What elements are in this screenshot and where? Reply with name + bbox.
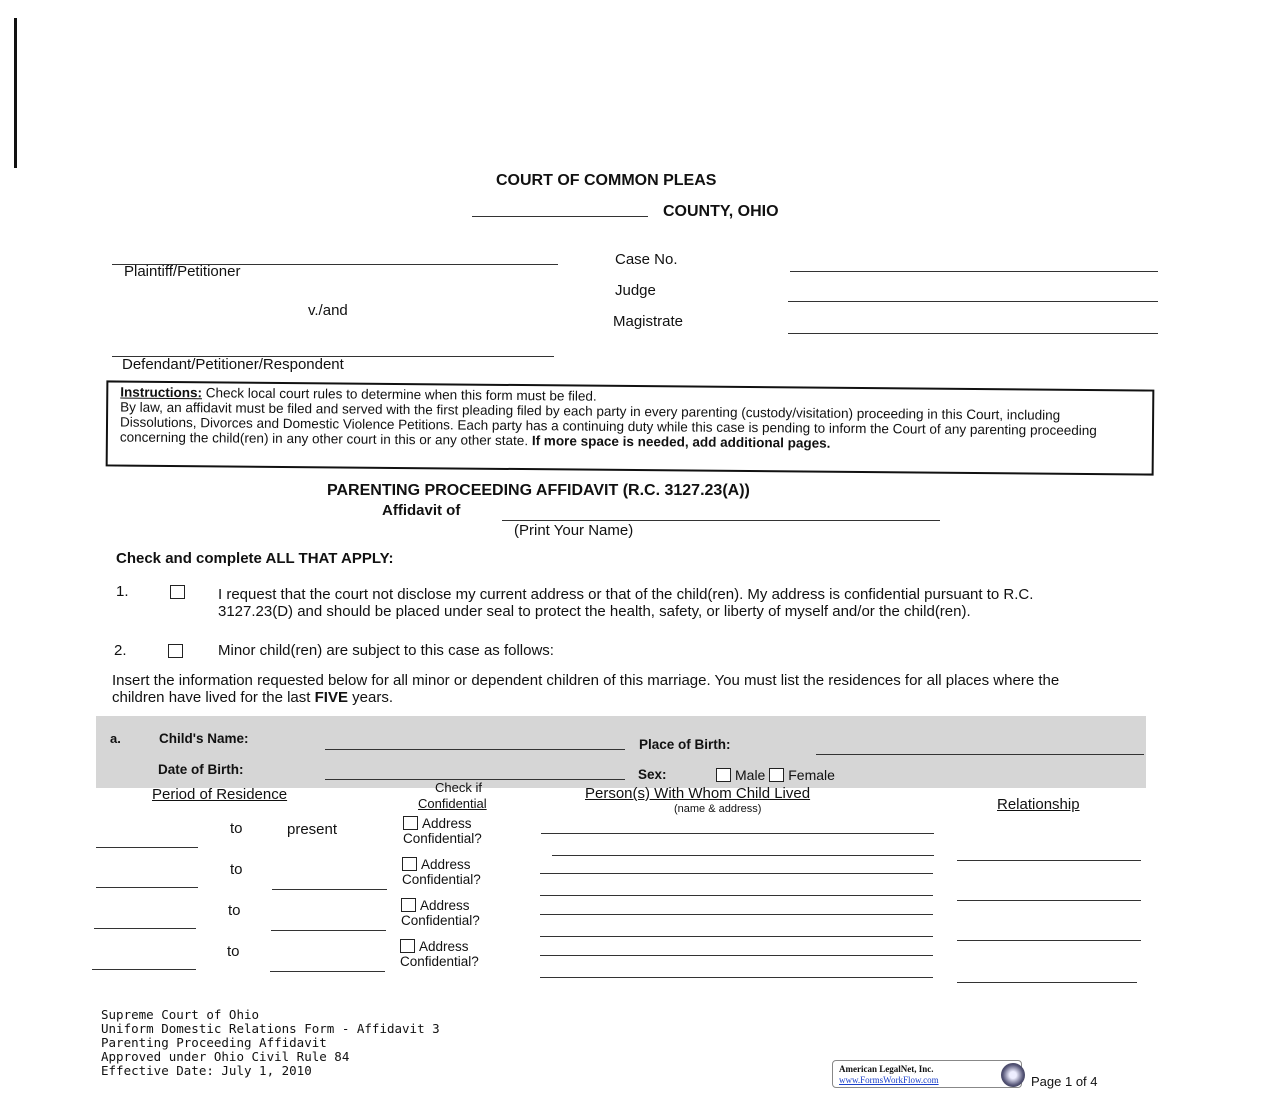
page-number: Page 1 of 4 (1031, 1074, 1098, 1089)
to-label: to (228, 902, 241, 919)
instructions-label: Instructions: (120, 384, 203, 401)
persons-header: Person(s) With Whom Child Lived (585, 785, 811, 802)
child-letter: a. (110, 731, 121, 746)
check-if-header: Check if (435, 780, 482, 795)
child-info-section (96, 716, 1146, 788)
item-1-number: 1. (116, 583, 129, 600)
period-header: Period of Residence (152, 786, 288, 803)
instructions-body: By law, an affidavit must be filed and served with the first pleading filed by each party in every parenting (custody/visitation) proceeding in this Court, including Dissolutions, Divorces and Domestic Violence Petitions. Each party has a continuing duty while this case is pending to inform the Court of any parenting proceeding concerning the child(ren) in any other court in this or any other state. (119, 399, 1097, 449)
judge-label: Judge (615, 282, 656, 299)
insert-instructions: Insert the information requested below for all minor or dependent children of this marriage. You must list the residences for all places where the children have lived for the last FIVE years. (112, 672, 1060, 706)
to-label: to (227, 943, 240, 960)
item-1-checkbox[interactable] (170, 585, 185, 599)
item-2-text: Minor child(ren) are subject to this case as follows: (218, 642, 554, 659)
footer-line: Effective Date: July 1, 2010 (101, 1063, 312, 1078)
to-label: to (230, 820, 243, 837)
person-field[interactable] (552, 855, 934, 856)
to-date-field[interactable] (271, 930, 386, 931)
to-label: to (230, 861, 243, 878)
dob-label: Date of Birth: (158, 762, 244, 777)
globe-icon (1001, 1063, 1025, 1087)
case-no-label: Case No. (615, 251, 678, 268)
confidential-checkbox[interactable] (401, 898, 416, 912)
instructions-line1: Check local court rules to determine when this form must be filed. (201, 385, 597, 404)
from-date-field[interactable] (94, 928, 196, 929)
person-field[interactable] (540, 955, 933, 956)
logo-link[interactable]: www.FormsWorkFlow.com (839, 1075, 939, 1085)
relationship-field[interactable] (957, 982, 1137, 983)
instructions-box (106, 380, 1155, 475)
footer-line: Approved under Ohio Civil Rule 84 (101, 1049, 350, 1064)
footer-line: Parenting Proceeding Affidavit (101, 1035, 327, 1050)
name-field[interactable] (502, 520, 940, 521)
sex-options (716, 767, 835, 783)
relationship-field[interactable] (957, 940, 1141, 941)
present-label: present (287, 821, 338, 838)
defendant-label: Defendant/Petitioner/Respondent (122, 356, 344, 373)
magistrate-field[interactable] (788, 333, 1158, 334)
relationship-field[interactable] (957, 900, 1141, 901)
plaintiff-label: Plaintiff/Petitioner (124, 263, 241, 280)
name-address-subheader: (name & address) (674, 803, 762, 815)
child-name-label: Child's Name: (159, 731, 249, 746)
court-title: COURT OF COMMON PLEAS (496, 172, 717, 189)
vand-label: v./and (308, 302, 348, 319)
female-label: Female (788, 767, 835, 783)
judge-field[interactable] (788, 301, 1158, 302)
place-of-birth-field[interactable] (816, 754, 1144, 755)
from-date-field[interactable] (96, 847, 198, 848)
magistrate-label: Magistrate (613, 313, 684, 330)
confidential-checkbox[interactable] (400, 939, 415, 953)
print-name-label: (Print Your Name) (514, 522, 634, 539)
address-confidential-option: Address Confidential? (400, 939, 479, 969)
to-date-field[interactable] (270, 971, 385, 972)
logo-name: American LegalNet, Inc. (839, 1064, 934, 1074)
form-footer (101, 1008, 440, 1078)
person-field[interactable] (540, 936, 933, 937)
scan-edge (14, 18, 17, 168)
female-checkbox[interactable] (769, 768, 784, 782)
person-field[interactable] (540, 873, 933, 874)
check-all-heading: Check and complete ALL THAT APPLY: (116, 550, 394, 567)
address-confidential-option: Address Confidential? (401, 898, 480, 928)
county-label: COUNTY, OHIO (663, 203, 779, 220)
relationship-field[interactable] (957, 860, 1141, 861)
from-date-field[interactable] (96, 887, 198, 888)
relationship-header: Relationship (997, 796, 1080, 813)
confidential-checkbox[interactable] (402, 857, 417, 871)
person-field[interactable] (541, 833, 934, 834)
affidavit-of-label: Affidavit of (382, 502, 461, 519)
form-title: PARENTING PROCEEDING AFFIDAVIT (R.C. 3127.23(A)) (327, 482, 750, 499)
confidential-header: Confidential (418, 796, 487, 811)
address-confidential-option: Address Confidential? (402, 857, 481, 887)
person-field[interactable] (540, 914, 933, 915)
footer-line: Supreme Court of Ohio (101, 1007, 260, 1022)
item-2-number: 2. (114, 642, 127, 659)
confidential-checkbox[interactable] (403, 816, 418, 830)
item-2-checkbox[interactable] (168, 644, 183, 658)
instructions-bold: If more space is needed, add additional pages. (531, 433, 831, 451)
address-confidential-option: Address Confidential? (403, 816, 482, 846)
sex-label: Sex: (638, 767, 667, 782)
male-checkbox[interactable] (716, 768, 731, 782)
case-no-field[interactable] (790, 271, 1158, 272)
american-legalnet-logo (832, 1060, 1022, 1088)
child-name-field[interactable] (325, 749, 625, 750)
person-field[interactable] (540, 895, 933, 896)
to-date-field[interactable] (272, 889, 387, 890)
footer-line: Uniform Domestic Relations Form - Affidavit 3 (101, 1021, 440, 1036)
from-date-field[interactable] (92, 969, 196, 970)
place-of-birth-label: Place of Birth: (639, 737, 731, 752)
item-1-text: I request that the court not disclose my current address or that of the child(ren). My address is confidential pursuant to R.C. 3127.23(D) and should be placed under seal to protect the health, safety, or liberty of myself and/or the child(ren). (218, 586, 1034, 620)
person-field[interactable] (540, 977, 933, 978)
male-label: Male (735, 767, 766, 783)
